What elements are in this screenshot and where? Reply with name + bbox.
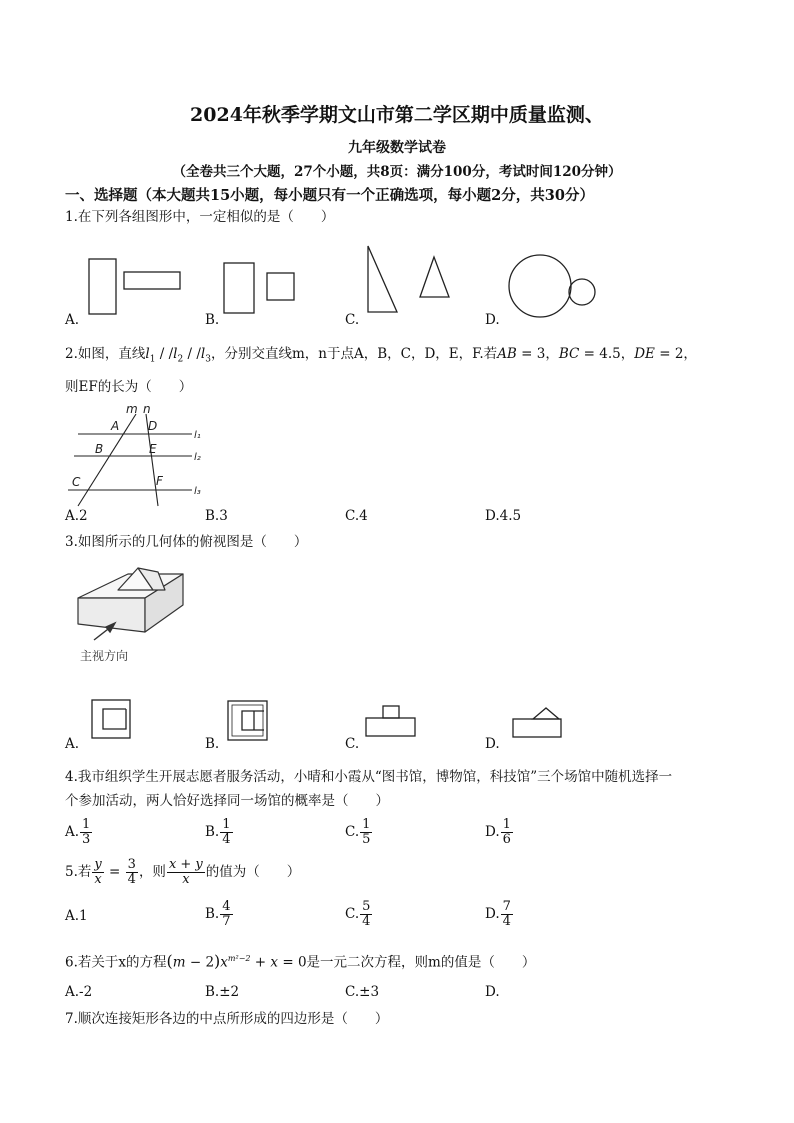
exam-info: （全卷共三个大题，27个小题，共8页：满分100分，考试时间120分钟）	[172, 164, 622, 180]
q4-option-c: C. $\frac{1}{5}$	[345, 817, 371, 847]
q5-option-b: B. $\frac{4}{7}$	[205, 899, 231, 929]
question-7-text: 7.顺次连接矩形各边的中点所形成的四边形是（ ）	[65, 1011, 389, 1027]
question-2-line1: 2.如图，直线$l_1 / /l_2 / /l_3$，分别交直线m，n于点A，B，C，D，E，F.若AB = 3，BC = 4.5，DE = 2，	[65, 346, 697, 365]
q2-option-b: B.3	[205, 508, 228, 524]
q1-option-a: A.	[65, 312, 80, 328]
q3-option-a: A.	[65, 736, 80, 752]
label-m: m	[126, 402, 138, 416]
question-4-line2: 个参加活动，两人恰好选择同一场馆的概率是（ ）	[65, 793, 389, 809]
q1-option-c: C.	[345, 312, 360, 328]
label-B: B	[95, 442, 104, 456]
q6-option-a: A.-2	[65, 984, 93, 1000]
question-2-line2: 则EF的长为（ ）	[65, 379, 193, 395]
label-A: A	[111, 419, 120, 433]
exam-title: 2024年秋季学期文山市第二学区期中质量监测、	[190, 104, 604, 126]
label-l3: l₃	[194, 486, 201, 497]
question-6-text: 6.若关于x的方程$(m - 2)x^{m^2-2} + x = 0$是一元二次方程，则m的值是（ ）	[65, 951, 536, 971]
q6-option-b: B.±2	[205, 984, 240, 1000]
q5-option-d: D. $\frac{7}{4}$	[485, 899, 511, 929]
exam-subtitle: 九年级数学试卷	[348, 140, 446, 156]
q4-option-d: D. $\frac{1}{6}$	[485, 817, 511, 847]
question-4-line1: 4.我市组织学生开展志愿者服务活动，小晴和小霞从“图书馆，博物馆，科技馆”三个场馆中随机选择一	[65, 769, 673, 785]
q5-option-a: A.1	[65, 908, 88, 924]
question-5-text: 5.若 $\frac{y}{x}$ = $\frac{3}{4}$ ，则 $\frac{x + y}{x}$ 的值为（ ）	[65, 857, 301, 887]
q4-option-b: B. $\frac{1}{4}$	[205, 817, 231, 847]
q3-option-d: D.	[485, 736, 500, 752]
q2-option-c: C.4	[345, 508, 368, 524]
label-F: F	[156, 474, 163, 488]
q4-option-a: A. $\frac{1}{3}$	[65, 817, 91, 847]
label-C: C	[72, 475, 81, 489]
q6-option-d: D.	[485, 984, 500, 1000]
label-D: D	[148, 419, 158, 433]
q1-option-b: B.	[205, 312, 220, 328]
view-direction-label: 主视方向	[80, 649, 129, 663]
label-l2: l₂	[194, 452, 201, 463]
question-1-text: 1.在下列各组图形中，一定相似的是（ ）	[65, 209, 335, 225]
q2-option-d: D.4.5	[485, 508, 522, 524]
q3-option-b: B.	[205, 736, 220, 752]
q2-option-a: A.2	[65, 508, 88, 524]
label-l1: l₁	[194, 430, 201, 441]
q6-option-c: C.±3	[345, 984, 380, 1000]
label-n: n	[143, 402, 151, 416]
q5-option-c: C. $\frac{5}{4}$	[345, 899, 371, 929]
q1-option-d: D.	[485, 312, 500, 328]
question-3-text: 3.如图所示的几何体的俯视图是（ ）	[65, 534, 308, 550]
label-E: E	[149, 442, 157, 456]
section-heading: 一、选择题（本大题共15小题，每小题只有一个正确选项，每小题2分，共30分）	[65, 187, 594, 204]
q3-option-c: C.	[345, 736, 360, 752]
